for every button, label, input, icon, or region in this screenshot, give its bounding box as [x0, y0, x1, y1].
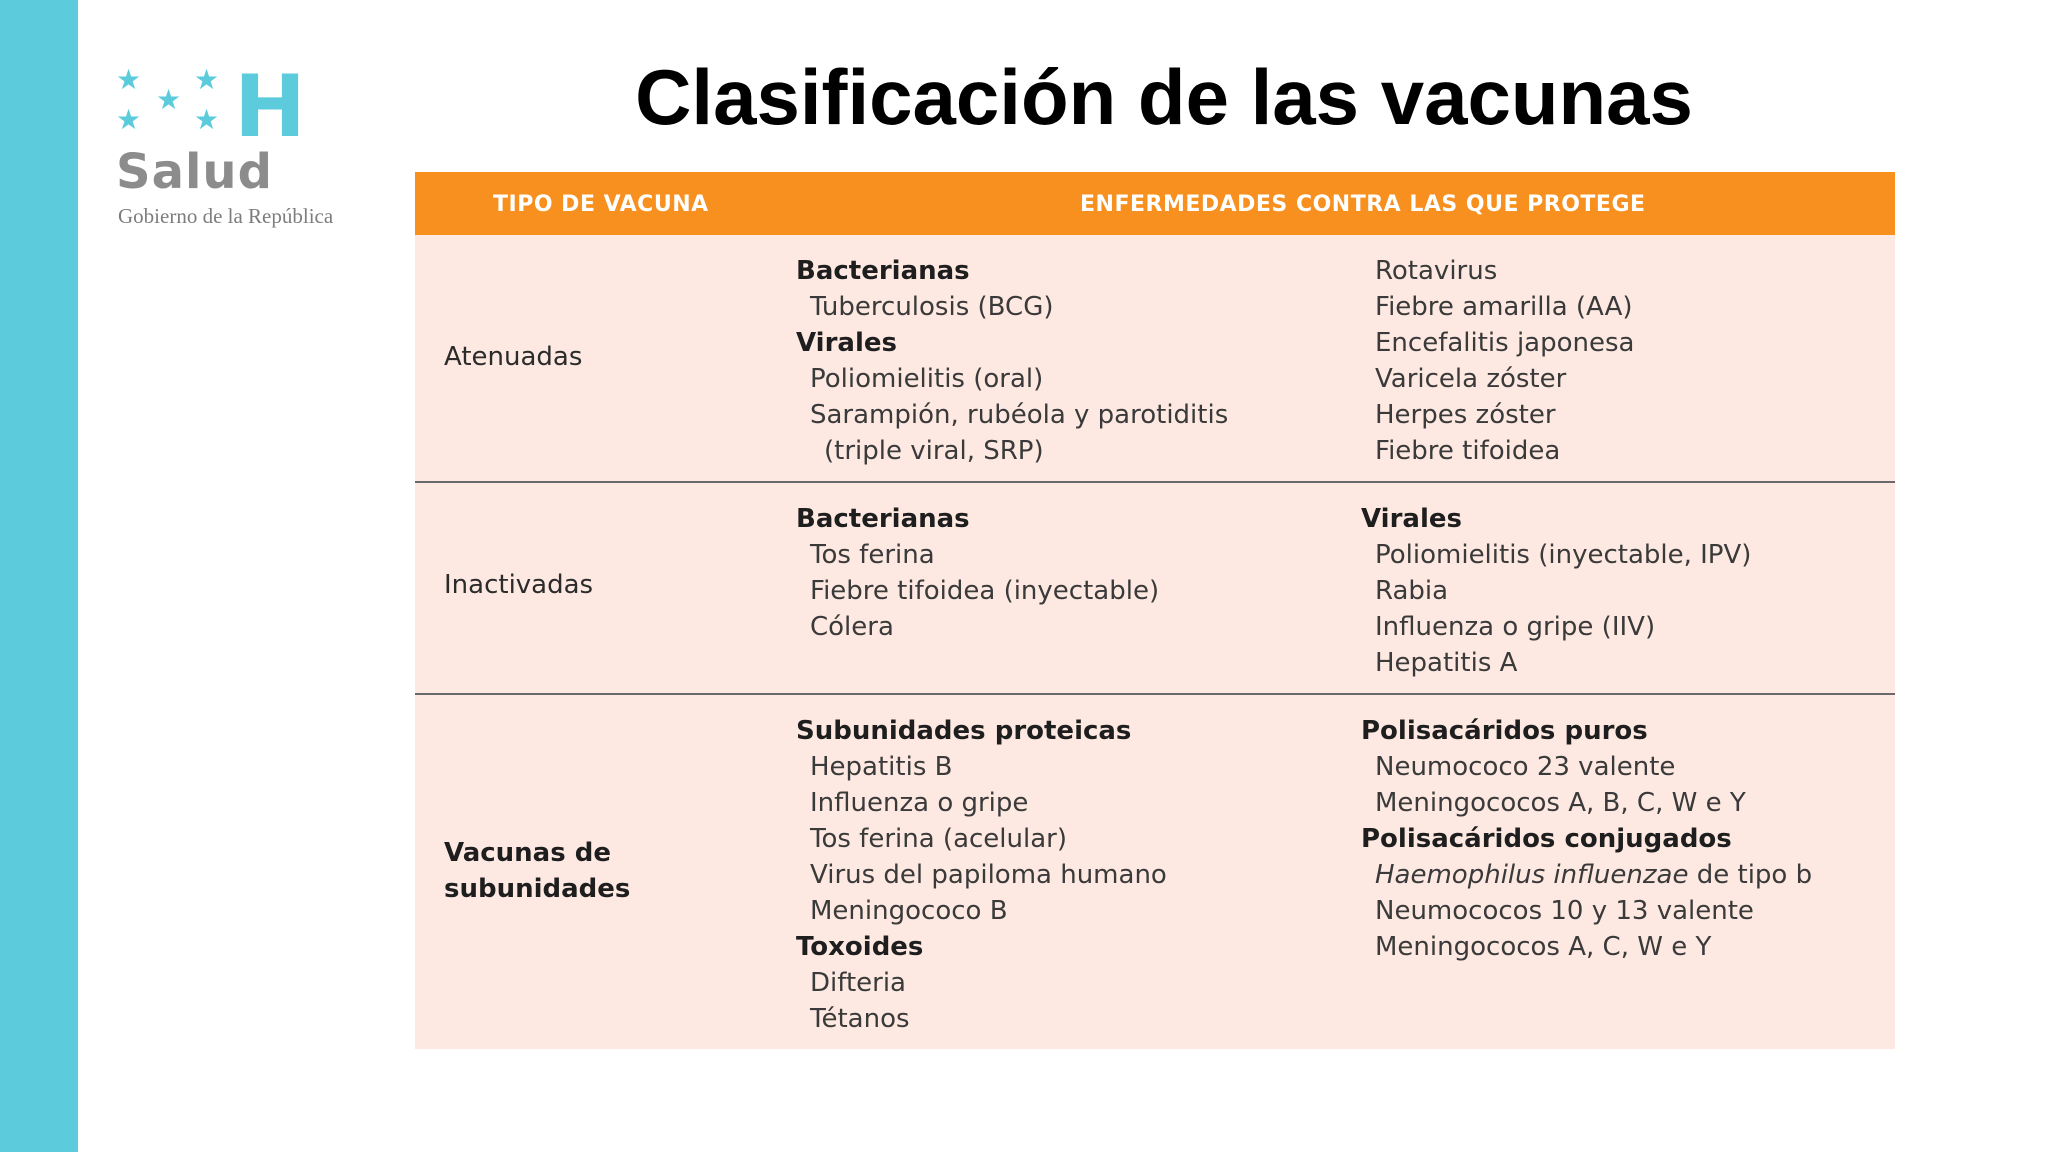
disease-item: Fiebre amarilla (AA)	[1375, 292, 1633, 322]
table-header	[415, 172, 1895, 235]
logo-brand-name: Salud	[116, 144, 273, 200]
page-title: Clasificación de las vacunas	[635, 53, 1693, 141]
right-disease-list	[1361, 713, 1812, 965]
category-label: Polisacáridos puros	[1361, 716, 1648, 746]
disease-item: Poliomielitis (oral)	[810, 364, 1044, 394]
category-label: Subunidades proteicas	[796, 716, 1132, 746]
disease-item: Virus del papiloma humano	[810, 860, 1167, 890]
logo-letter: H	[234, 57, 306, 157]
disease-item: Hepatitis A	[1375, 648, 1518, 678]
disease-item: Influenza o gripe	[810, 788, 1029, 818]
category-label: Polisacáridos conjugados	[1361, 824, 1732, 854]
stars-icon: ★ ★ ★ ★ ★	[116, 63, 220, 136]
disease-item: Tétanos	[810, 1004, 910, 1034]
disease-item: Neumococos 10 y 13 valente	[1375, 896, 1754, 926]
right-disease-list	[1361, 501, 1751, 681]
right-disease-list	[1361, 253, 1634, 469]
disease-item: Tos ferina	[810, 540, 935, 570]
disease-item: Tos ferina (acelular)	[810, 824, 1067, 854]
hib-italic: Haemophilus influenzae	[1375, 860, 1689, 890]
left-disease-list	[796, 253, 1228, 469]
category-label: Bacterianas	[796, 504, 970, 534]
disease-item: Meningococos A, C, W e Y	[1375, 932, 1712, 962]
row-type: Atenuadas	[444, 342, 583, 372]
row-type	[444, 835, 630, 907]
disease-item: Cólera	[810, 612, 894, 642]
disease-item: Hepatitis B	[810, 752, 953, 782]
disease-item-hib	[1361, 857, 1812, 893]
table-row-inactivadas	[415, 481, 1895, 693]
disease-item: Encefalitis japonesa	[1375, 328, 1635, 358]
category-label: Virales	[1361, 504, 1462, 534]
disease-item: Rotavirus	[1375, 256, 1498, 286]
disease-item: Difteria	[810, 968, 906, 998]
disease-item: Influenza o gripe (IIV)	[1375, 612, 1656, 642]
disease-item: Fiebre tifoidea	[1375, 436, 1561, 466]
left-disease-list	[796, 713, 1167, 1037]
table-row-subunidades	[415, 693, 1895, 1049]
disease-item: Herpes zóster	[1375, 400, 1556, 430]
row-type-line: subunidades	[444, 874, 631, 904]
hib-rest: de tipo b	[1688, 860, 1813, 890]
category-label: Bacterianas	[796, 256, 970, 286]
category-label: Toxoides	[796, 932, 924, 962]
disease-item: Sarampión, rubéola y parotiditis	[810, 400, 1229, 430]
salud-logo	[112, 57, 382, 244]
left-accent-bar	[0, 0, 78, 1152]
header-type: TIPO DE VACUNA	[493, 192, 709, 217]
disease-item: Tuberculosis (BCG)	[810, 292, 1054, 322]
vaccine-table	[415, 172, 1895, 1049]
logo-tagline: Gobierno de la República	[118, 204, 334, 228]
row-type: Inactivadas	[444, 570, 594, 600]
table-row-atenuadas	[415, 235, 1895, 481]
category-label: Virales	[796, 328, 897, 358]
disease-item: (triple viral, SRP)	[824, 436, 1044, 466]
header-diseases: ENFERMEDADES CONTRA LAS QUE PROTEGE	[1080, 192, 1646, 217]
disease-item: Neumococo 23 valente	[1375, 752, 1676, 782]
disease-item: Varicela zóster	[1375, 364, 1567, 394]
row-type-line: Vacunas de	[444, 838, 611, 868]
disease-item: Meningococos A, B, C, W e Y	[1375, 788, 1746, 818]
disease-item: Rabia	[1375, 576, 1449, 606]
disease-item: Poliomielitis (inyectable, IPV)	[1375, 540, 1752, 570]
left-disease-list	[796, 501, 1159, 645]
disease-item: Fiebre tifoidea (inyectable)	[810, 576, 1160, 606]
disease-item: Meningococo B	[810, 896, 1008, 926]
